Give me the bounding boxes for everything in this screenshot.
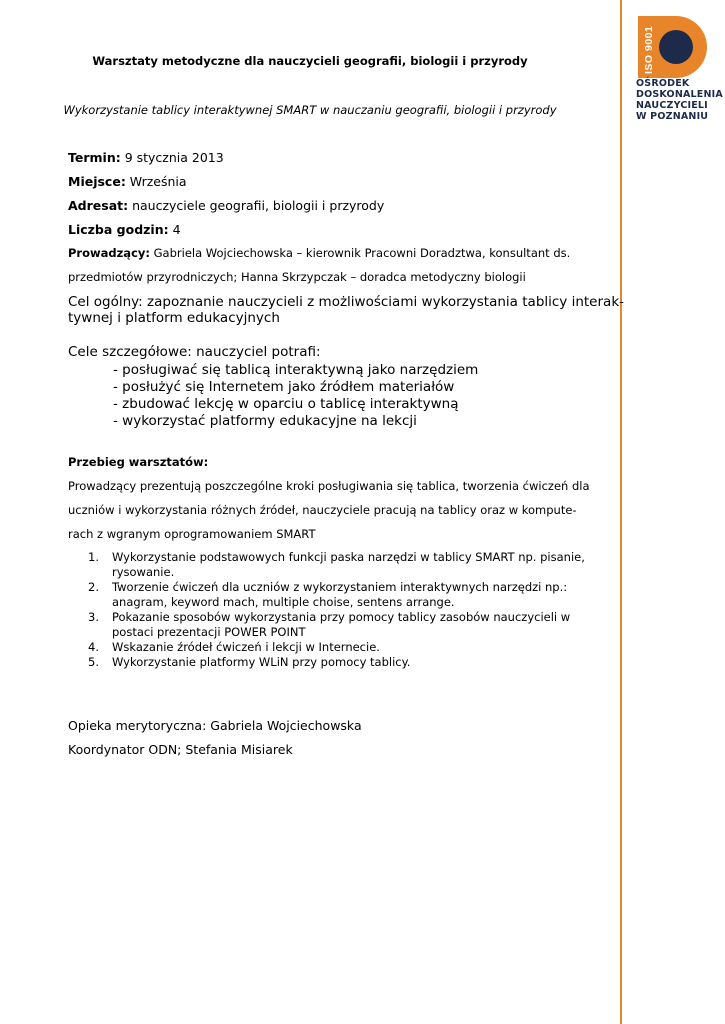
step-number: 2. <box>88 580 99 594</box>
step-text: Wskazanie źródeł ćwiczeń i lekcji w Internecie. <box>112 640 380 654</box>
logo-line: DOSKONALENIA <box>636 89 723 100</box>
step-text-cont: rysowanie. <box>112 565 175 579</box>
course-step <box>88 550 585 580</box>
miejsce-label: Miejsce: <box>68 174 126 189</box>
godziny-label: Liczba godzin: <box>68 222 169 237</box>
termin-row <box>68 150 224 165</box>
general-goal-line2: tywnej i platform edukacyjnych <box>68 310 280 326</box>
course-intro-line2: uczniów i wykorzystania różnych źródeł, nauczyciele pracują na tablicy oraz w kompute- <box>68 503 577 517</box>
koordynator-line: Koordynator ODN; Stefania Misiarek <box>68 742 293 757</box>
course-heading-text: Przebieg warsztatów: <box>68 455 209 469</box>
godziny-value: 4 <box>168 222 181 237</box>
iso-label: ISO 9001 <box>643 25 655 74</box>
prowadzacy-value: Gabriela Wojciechowska – kierownik Pracowni Doradztwa, konsultant ds. <box>149 246 571 260</box>
course-step <box>88 655 585 670</box>
step-number: 5. <box>88 655 99 669</box>
termin-value: 9 stycznia 2013 <box>120 150 224 165</box>
miejsce-row <box>68 174 187 189</box>
course-step <box>88 640 585 655</box>
logo-line: NAUCZYCIELI <box>636 100 708 111</box>
adresat-label: Adresat: <box>68 198 129 213</box>
step-number: 1. <box>88 550 99 564</box>
step-text-cont: postaci prezentacji POWER POINT <box>112 625 306 639</box>
opieka-line: Opieka merytoryczna: Gabriela Wojciechowska <box>68 718 362 733</box>
step-number: 3. <box>88 610 99 624</box>
general-goal-line1: Cel ogólny: zapoznanie nauczycieli z możliwościami wykorzystania tablicy interak- <box>68 294 625 310</box>
termin-label: Termin: <box>68 150 121 165</box>
miejsce-value: Września <box>125 174 187 189</box>
course-steps-list <box>88 550 585 670</box>
document-subtitle: Wykorzystanie tablicy interaktywnej SMART w nauczaniu geografii, biologii i przyrody <box>63 103 557 117</box>
logo-line: W POZNANIU <box>636 111 709 122</box>
course-step <box>88 610 585 640</box>
step-text: Wykorzystanie platformy WLiN przy pomocy tablicy. <box>112 655 411 669</box>
margin-rule <box>620 0 622 1024</box>
adresat-row <box>68 198 384 213</box>
course-intro-line3: rach z wgranym oprogramowaniem SMART <box>68 527 316 541</box>
specific-goal-item: - zbudować lekcję w oparciu o tablicę interaktywną <box>113 396 459 412</box>
course-step <box>88 580 585 610</box>
specific-goal-item: - posługiwać się tablicą interaktywną jako narzędziem <box>113 362 479 378</box>
specific-goal-item: - wykorzystać platformy edukacyjne na lekcji <box>113 413 417 429</box>
course-heading <box>68 455 208 469</box>
step-text: Tworzenie ćwiczeń dla uczniów z wykorzystaniem interaktywnych narzędzi np.: <box>112 580 568 594</box>
specific-goal-item: - posłużyć się Internetem jako źródłem materiałów <box>113 379 455 395</box>
step-number: 4. <box>88 640 99 654</box>
specific-goals-heading: Cele szczegółowe: nauczyciel potrafi: <box>68 344 321 360</box>
step-text: Wykorzystanie podstawowych funkcji paska narzędzi w tablicy SMART np. pisanie, <box>112 550 585 564</box>
godziny-row <box>68 222 181 237</box>
prowadzacy-label: Prowadzący: <box>68 246 150 260</box>
prowadzacy-row <box>68 246 570 260</box>
logo-line: OŚRODEK <box>636 78 690 89</box>
document-title: Warsztaty metodyczne dla nauczycieli geografii, biologii i przyrody <box>92 54 528 68</box>
prowadzacy-continued: przedmiotów przyrodniczych; Hanna Skrzypczak – doradca metodyczny biologii <box>68 270 526 284</box>
adresat-value: nauczyciele geografii, biologii i przyrody <box>128 198 385 213</box>
step-text-cont: anagram, keyword mach, multiple choise, sentens arrange. <box>112 595 455 609</box>
step-text: Pokazanie sposobów wykorzystania przy pomocy tablicy zasobów nauczycieli w <box>112 610 571 624</box>
logo-text <box>636 78 724 122</box>
course-intro-line1: Prowadzący prezentują poszczególne kroki posługiwania się tablica, tworzenia ćwiczeń dla <box>68 479 590 493</box>
